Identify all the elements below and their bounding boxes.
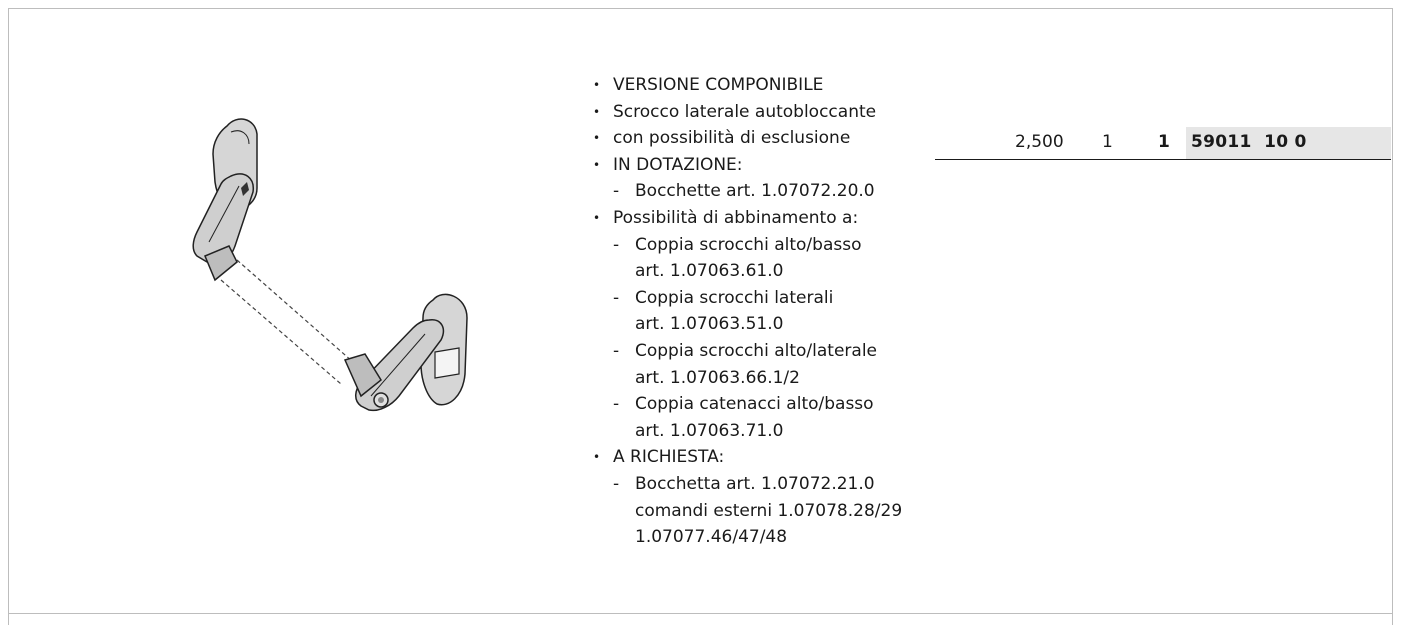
frame-bottom-border: [8, 613, 1392, 614]
description-bullet-item: • Possibilità di abbinamento a:: [589, 205, 919, 232]
description-continuation-line: • con possibilità di esclusione: [589, 125, 919, 152]
description-continuation-line: 1.07077.46/47/48: [635, 527, 788, 548]
frame-left-border: [8, 8, 9, 625]
quantity-value: 1: [1102, 132, 1113, 152]
product-spec-row: [935, 127, 1391, 160]
article-code: 59011 10 0: [1191, 132, 1307, 152]
panic-bar-illustration: [185, 112, 475, 422]
product-description-list: [589, 72, 919, 551]
description-bullet-item: • A RICHIESTA:: [589, 444, 919, 471]
description-sub-item: - Bocchetta art. 1.07072.21.0: [589, 471, 919, 498]
description-sub-item: - Coppia catenacci alto/basso: [589, 391, 919, 418]
description-bullet-item: • Scrocco laterale autobloccante: [589, 99, 919, 126]
bar-dashed-line-bottom: [221, 280, 341, 384]
frame-right-border: [1392, 8, 1393, 625]
weight-value: 2,500: [1015, 132, 1064, 152]
description-continuation-line: art. 1.07063.51.0: [635, 314, 784, 335]
description-continuation-line: art. 1.07063.61.0: [635, 261, 784, 282]
description-bullet-item: • IN DOTAZIONE:: [589, 152, 919, 179]
description-continuation-line: art. 1.07063.66.1/2: [635, 367, 800, 388]
description-sub-item: - Coppia scrocchi laterali: [589, 285, 919, 312]
description-sub-item: - Bocchette art. 1.07072.20.0: [589, 178, 919, 205]
description-sub-item: - Coppia scrocchi alto/laterale: [589, 338, 919, 365]
bar-dashed-line-top: [237, 260, 353, 362]
description-sub-item: - Coppia scrocchi alto/basso: [589, 232, 919, 259]
description-continuation-line: art. 1.07063.71.0: [635, 420, 784, 441]
frame-top-border: [8, 8, 1392, 9]
description-bullet-item: • VERSIONE COMPONIBILE: [589, 72, 919, 99]
pack-value: 1: [1158, 132, 1170, 152]
description-continuation-line: comandi esterni 1.07078.28/29: [635, 500, 903, 521]
right-latch-window: [435, 348, 459, 378]
